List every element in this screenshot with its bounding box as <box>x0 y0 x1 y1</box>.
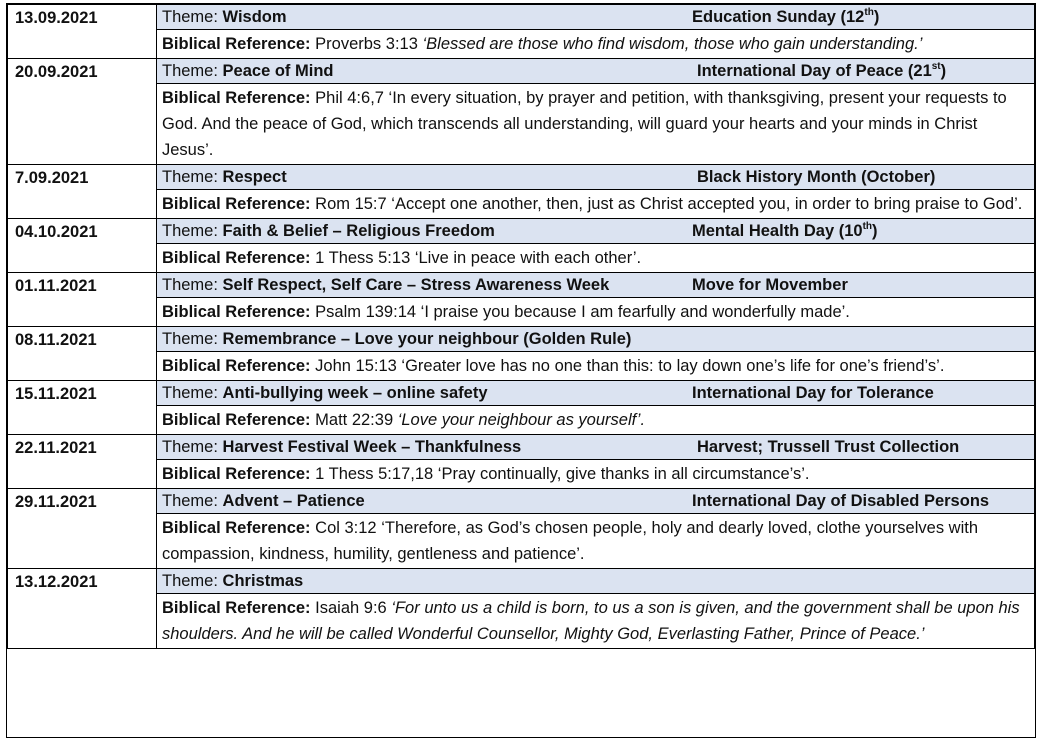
event-text: Black History Month (October) <box>697 168 936 186</box>
reference-label: Biblical Reference: <box>162 89 311 107</box>
reference-row <box>8 352 1035 381</box>
theme-cell <box>157 59 1035 84</box>
event-label <box>697 165 935 189</box>
reference-source: Matt 22:39 <box>315 411 394 429</box>
reference-source: Proverbs 3:13 <box>315 35 418 53</box>
reference-row <box>8 190 1035 219</box>
reference-source: Psalm 139:14 <box>315 303 417 321</box>
date-cell: 13.09.2021 <box>8 5 157 59</box>
event-label <box>692 5 879 29</box>
reference-cell <box>157 84 1035 165</box>
theme-label: Theme: <box>162 222 218 240</box>
schedule-table <box>7 4 1035 649</box>
theme-cell <box>157 273 1035 298</box>
reference-label: Biblical Reference: <box>162 519 311 537</box>
date-cell: 22.11.2021 <box>8 435 157 489</box>
theme-label: Theme: <box>162 168 218 186</box>
theme-cell <box>157 381 1035 406</box>
theme-line <box>162 489 1030 513</box>
event-text: Harvest; Trussell Trust Collection <box>697 438 960 456</box>
reference-source: 1 Thess 5:13 <box>315 249 411 267</box>
reference-label: Biblical Reference: <box>162 249 311 267</box>
reference-quote: ‘Live in peace with each other’. <box>414 249 642 267</box>
reference-row <box>8 594 1035 649</box>
date-cell: 29.11.2021 <box>8 489 157 569</box>
reference-cell <box>157 298 1035 327</box>
theme-line <box>162 219 1030 243</box>
reference-source: Col 3:12 <box>315 519 377 537</box>
reference-row <box>8 84 1035 165</box>
theme-label: Theme: <box>162 330 218 348</box>
theme-line <box>162 381 1030 405</box>
event-text: International Day of Peace (21 <box>697 62 932 80</box>
theme-line <box>162 569 1030 593</box>
reference-label: Biblical Reference: <box>162 599 311 617</box>
event-superscript: st <box>931 60 941 72</box>
theme-title: Remembrance – Love your neighbour (Golden Rule) <box>222 330 632 348</box>
theme-label: Theme: <box>162 62 218 80</box>
schedule-body <box>8 5 1035 649</box>
reference-label: Biblical Reference: <box>162 35 311 53</box>
event-tail: ) <box>872 222 878 240</box>
reference-row <box>8 30 1035 59</box>
reference-source: Rom 15:7 <box>315 195 387 213</box>
theme-cell <box>157 327 1035 352</box>
event-superscript: th <box>862 220 873 232</box>
theme-title: Wisdom <box>222 8 287 26</box>
event-label <box>692 273 848 297</box>
reference-row <box>8 406 1035 435</box>
theme-cell <box>157 489 1035 514</box>
reference-quote: ‘Love your neighbour as yourself’. <box>397 411 646 429</box>
date-cell: 08.11.2021 <box>8 327 157 381</box>
event-label <box>697 59 946 83</box>
theme-line <box>162 327 1030 351</box>
event-text: Education Sunday (12 <box>692 8 865 26</box>
theme-row <box>8 5 1035 30</box>
date-cell: 01.11.2021 <box>8 273 157 327</box>
reference-quote: ‘Pray continually, give thanks in all circumstance’s’. <box>437 465 810 483</box>
theme-title: Anti-bullying week – online safety <box>222 384 488 402</box>
theme-row <box>8 219 1035 244</box>
theme-title: Christmas <box>222 572 304 590</box>
theme-title: Self Respect, Self Care – Stress Awareness Week <box>222 276 610 294</box>
event-superscript: th <box>864 6 874 18</box>
reference-cell <box>157 352 1035 381</box>
date-cell: 7.09.2021 <box>8 165 157 219</box>
theme-cell <box>157 5 1035 30</box>
reference-label: Biblical Reference: <box>162 357 311 375</box>
theme-label: Theme: <box>162 384 218 402</box>
event-tail: ) <box>940 62 947 80</box>
event-text: International Day of Disabled Persons <box>692 492 990 510</box>
reference-quote: ‘Blessed are those who find wisdom, those who gain understanding.’ <box>422 35 923 53</box>
reference-label: Biblical Reference: <box>162 411 311 429</box>
reference-source: Phil 4:6,7 <box>315 89 384 107</box>
reference-cell <box>157 514 1035 569</box>
theme-line <box>162 5 1030 29</box>
theme-row <box>8 435 1035 460</box>
theme-cell <box>157 165 1035 190</box>
theme-row <box>8 273 1035 298</box>
reference-quote: ‘In every situation, by prayer and petition, with thanksgiving, present your requests to God. And the peace of God, which transcends all understanding, will guard your hearts and your minds in Christ Jesus’. <box>162 89 1007 159</box>
theme-cell <box>157 435 1035 460</box>
event-label <box>692 219 878 243</box>
reference-label: Biblical Reference: <box>162 303 311 321</box>
theme-label: Theme: <box>162 572 218 590</box>
theme-cell <box>157 219 1035 244</box>
reference-quote: ‘I praise you because I am fearfully and wonderfully made’. <box>420 303 850 321</box>
theme-label: Theme: <box>162 492 218 510</box>
date-cell: 13.12.2021 <box>8 569 157 649</box>
theme-row <box>8 327 1035 352</box>
event-text: International Day for Tolerance <box>692 384 934 402</box>
theme-label: Theme: <box>162 276 218 294</box>
reference-cell <box>157 406 1035 435</box>
theme-title: Respect <box>222 168 287 186</box>
reference-source: Isaiah 9:6 <box>315 599 387 617</box>
reference-source: John 15:13 <box>315 357 397 375</box>
theme-row <box>8 59 1035 84</box>
date-cell: 20.09.2021 <box>8 59 157 165</box>
reference-cell <box>157 460 1035 489</box>
theme-row <box>8 569 1035 594</box>
theme-row <box>8 489 1035 514</box>
reference-quote: ‘Therefore, as God’s chosen people, holy and dearly loved, clothe yourselves with compassion, kindness, humility, gentleness and patience’. <box>162 519 979 563</box>
assembly-schedule-table <box>6 3 1036 738</box>
theme-label: Theme: <box>162 438 218 456</box>
reference-quote: ‘For unto us a child is born, to us a son is given, and the government shall be upon his shoulders. And he will be called Wonderful Counsellor, Mighty God, Everlasting Father, Prince of Peace.’ <box>162 599 1020 643</box>
reference-quote: ‘Greater love has no one than this: to lay down one’s life for one’s friend’s’. <box>401 357 945 375</box>
reference-row <box>8 514 1035 569</box>
date-cell: 15.11.2021 <box>8 381 157 435</box>
reference-cell <box>157 190 1035 219</box>
event-tail: ) <box>873 8 880 26</box>
reference-row <box>8 460 1035 489</box>
reference-label: Biblical Reference: <box>162 465 311 483</box>
theme-title: Faith & Belief – Religious Freedom <box>222 222 495 240</box>
theme-line <box>162 165 1030 189</box>
theme-label: Theme: <box>162 8 218 26</box>
event-label <box>692 381 934 405</box>
theme-title: Advent – Patience <box>222 492 365 510</box>
theme-line <box>162 435 1030 459</box>
event-text: Move for Movember <box>692 276 848 294</box>
reference-row <box>8 298 1035 327</box>
theme-row <box>8 381 1035 406</box>
event-label <box>697 435 959 459</box>
theme-line <box>162 59 1030 83</box>
theme-row <box>8 165 1035 190</box>
event-text: Mental Health Day (10 <box>692 222 863 240</box>
theme-title: Peace of Mind <box>222 62 334 80</box>
theme-line <box>162 273 1030 297</box>
reference-cell <box>157 30 1035 59</box>
reference-quote: ‘Accept one another, then, just as Christ accepted you, in order to bring praise to God’. <box>391 195 1023 213</box>
reference-label: Biblical Reference: <box>162 195 311 213</box>
reference-cell <box>157 594 1035 649</box>
theme-cell <box>157 569 1035 594</box>
event-label <box>692 489 989 513</box>
reference-row <box>8 244 1035 273</box>
date-cell: 04.10.2021 <box>8 219 157 273</box>
theme-title: Harvest Festival Week – Thankfulness <box>222 438 522 456</box>
reference-source: 1 Thess 5:17,18 <box>315 465 434 483</box>
reference-cell <box>157 244 1035 273</box>
